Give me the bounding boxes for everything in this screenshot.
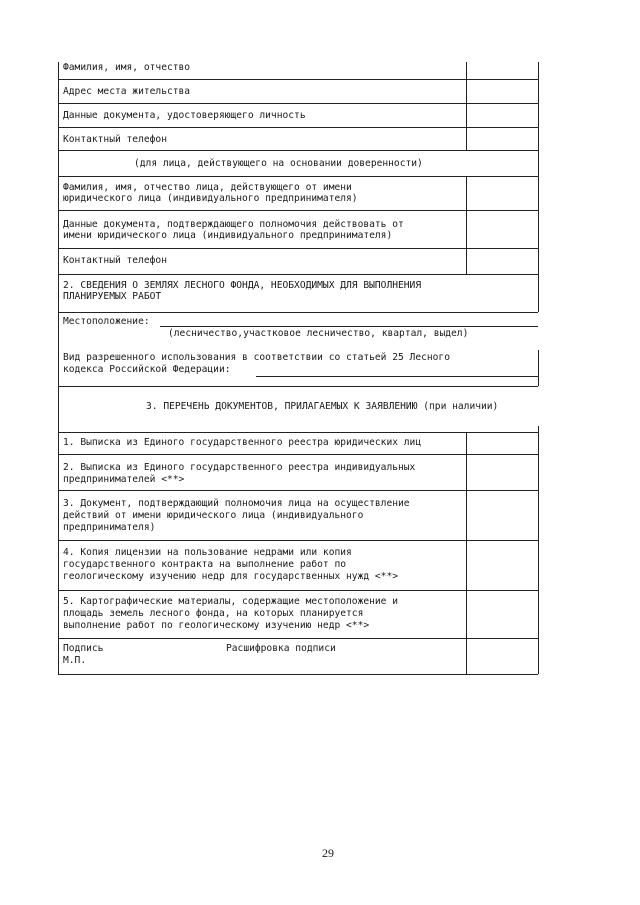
document-item-3: предпринимателя) — [63, 522, 156, 533]
row-line — [58, 454, 538, 455]
signature-label: Подпись — [63, 643, 104, 654]
row-line — [58, 540, 538, 541]
row-line — [58, 490, 538, 491]
section-2-title: ПЛАНИРУЕМЫХ РАБОТ — [63, 291, 162, 302]
location-hint: (лесничество,участковое лесничество, квартал, выдел) — [168, 328, 469, 339]
row-line — [58, 432, 538, 433]
row-line — [58, 312, 538, 313]
row-line — [58, 176, 538, 177]
document-item-4: 4. Копия лицензии на пользование недрами или копия — [63, 547, 352, 558]
row-line — [58, 103, 538, 104]
document-item-4: геологическому изучению недр для государственных нужд <**> — [63, 571, 399, 582]
document-item-1: 1. Выписка из Единого государственного реестра юридических лиц — [63, 437, 422, 448]
representative-fio-label: Фамилия, имя, отчество лица, действующего от имени — [63, 182, 352, 193]
document-item-2: предпринимателей <**> — [63, 474, 185, 485]
phone-label: Контактный телефон — [63, 134, 167, 145]
document-item-3: 3. Документ, подтверждающий полномочия лица на осуществление — [63, 498, 410, 509]
divider-column — [466, 62, 467, 150]
row-line — [58, 590, 538, 591]
document-item-2: 2. Выписка из Единого государственного реестра индивидуальных — [63, 462, 416, 473]
row-line — [58, 248, 538, 249]
right-border — [538, 426, 539, 674]
representative-phone-label: Контактный телефон — [63, 255, 167, 266]
row-line — [58, 674, 538, 675]
divider-column — [466, 176, 467, 274]
row-line — [58, 210, 538, 211]
row-line — [58, 638, 538, 639]
page-number: 29 — [322, 846, 334, 860]
right-border — [538, 62, 539, 312]
use-fill-line — [256, 376, 538, 377]
representative-heading: (для лица, действующего на основании доверенности) — [134, 158, 423, 169]
document-item-5: 5. Картографические материалы, содержащие местоположение и — [63, 596, 399, 607]
document-item-5: выполнение работ по геологическому изучению недр <**> — [63, 620, 370, 631]
authority-document-label: имени юридического лица (индивидуального предпринимателя) — [63, 230, 393, 241]
document-item-3: действий от имени юридического лица (индивидуального — [63, 510, 364, 521]
row-line — [58, 127, 538, 128]
right-border — [538, 350, 539, 386]
representative-fio-label: юридического лица (индивидуального предпринимателя) — [63, 193, 358, 204]
section-2-title: 2. СВЕДЕНИЯ О ЗЕМЛЯХ ЛЕСНОГО ФОНДА, НЕОБХОДИМЫХ ДЛЯ ВЫПОЛНЕНИЯ — [63, 280, 422, 291]
fio-label: Фамилия, имя, отчество — [63, 62, 191, 73]
stamp-label: М.П. — [63, 655, 87, 666]
left-border — [58, 62, 59, 674]
document-item-5: площадь земель лесного фонда, на которых планируется — [63, 608, 364, 619]
signature-decode-label: Расшифровка подписи — [226, 643, 336, 654]
row-line — [58, 79, 538, 80]
id-document-label: Данные документа, удостоверяющего личность — [63, 110, 306, 121]
permitted-use-label: кодекса Российской Федерации: — [63, 364, 231, 375]
authority-document-label: Данные документа, подтверждающего полномочия действовать от — [63, 219, 404, 230]
row-line — [58, 150, 538, 151]
row-line — [58, 274, 538, 275]
location-label: Местоположение: — [63, 316, 150, 327]
section-3-title: 3. ПЕРЕЧЕНЬ ДОКУМЕНТОВ, ПРИЛАГАЕМЫХ К ЗАЯВЛЕНИЮ (при наличии) — [146, 401, 499, 412]
document-item-4: государственного контракта на выполнение работ по — [63, 559, 347, 570]
address-label: Адрес места жительства — [63, 86, 191, 97]
location-fill-line — [160, 326, 538, 327]
permitted-use-label: Вид разрешенного использования в соответствии со статьей 25 Лесного — [63, 352, 450, 363]
row-line — [58, 386, 538, 387]
